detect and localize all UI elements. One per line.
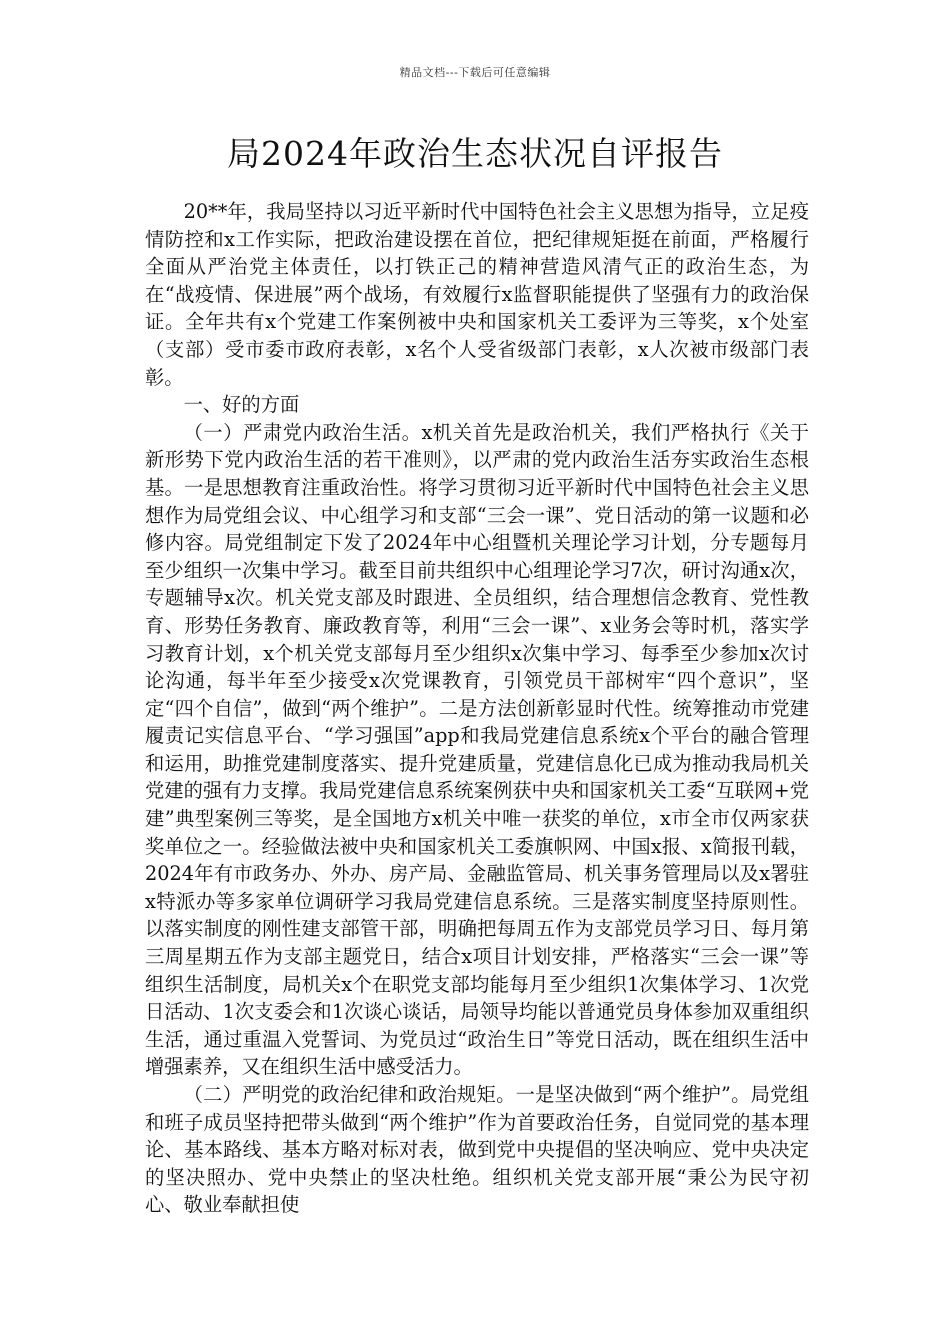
paragraph-intro: 20**年，我局坚持以习近平新时代中国特色社会主义思想为指导，立足疫情防控和x工作实际，把政治建设摆在首位，把纪律规矩挺在前面，严格履行全面从严治党主体责任，以打铁正己的精神营造风清气正的政治生态，为在“战疫情、保进展”两个战场，有效履行x监督职能提供了坚强有力的政治保证。全年共有x个党建工作案例被中央和国家机关工委评为三等奖，x个处室（支部）受市委市政府表彰，x名个人受省级部门表彰，x人次被市级部门表彰。 — [145, 200, 809, 389]
document-body — [145, 198, 809, 1219]
header-note: 精品文档---下载后可任意编辑 — [399, 66, 551, 79]
section-heading-good-aspects: 一、好的方面 — [183, 393, 300, 417]
page-title: 局2024年政治生态状况自评报告 — [227, 134, 723, 173]
paragraph-section-2: （二）严明党的政治纪律和政治规矩。一是坚决做到“两个维护”。局党组和班子成员坚持把带头做到“两个维护”作为首要政治任务，自觉同党的基本理论、基本路线、基本方略对标对表，做到党中央提倡的坚决响应、党中央决定的坚决照办、党中央禁止的坚决杜绝。组织机关党支部开展“秉公为民守初心、敬业奉献担使 — [145, 1083, 809, 1217]
paragraph-section-1: （一）严肃党内政治生活。x机关首先是政治机关，我们严格执行《关于新形势下党内政治生活的若干准则》，以严肃的党内政治生活夯实政治生态根基。一是思想教育注重政治性。将学习贯彻习近平新时代中国特色社会主义思想作为局党组会议、中心组学习和支部“三会一课”、党日活动的第一议题和必修内容。局党组制定下发了2024年中心组暨机关理论学习计划，分专题每月至少组织一次集中学习。截至目前共组织中心组理论学习7次，研讨沟通x次，专题辅导x次。机关党支部及时跟进、全员组织，结合理想信念教育、党性教育、形势任务教育、廉政教育等，利用“三会一课”、x业务会等时机，落实学习教育计划，x个机关党支部每月至少组织x次集中学习、每季至少参加x次讨论沟通，每半年至少接受x次党课教育，引领党员干部树牢“四个意识”，坚定“四个自信”，做到“两个维护”。二是方法创新彰显时代性。统筹推动市党建履责记实信息平台、“学习强国”app和我局党建信息系统x个平台的融合管理和运用，助推党建制度落实、提升党建质量，党建信息化已成为推动我局机关党建的强有力支撑。我局党建信息系统案例获中央和国家机关工委“互联网+党建”典型案例三等奖，是全国地方x机关中唯一获奖的单位，x市全市仅两家获奖单位之一。经验做法被中央和国家机关工委旗帜网、中国x报、x简报刊载，2024年有市政务办、外办、房产局、金融监管局、机关事务管理局以及x署驻x特派办等多家单位调研学习我局党建信息系统。三是落实制度坚持原则性。以落实制度的刚性建支部管干部，明确把每周五作为支部党员学习日、每月第三周星期五作为支部主题党日，结合x项目计划安排，严格落实“三会一课”等组织生活制度，局机关x个在职党支部均能每月至少组织1次集体学习、1次党日活动、1次支委会和1次谈心谈话，局领导均能以普通党员身体参加双重组织生活，通过重温入党誓词、为党员过“政治生日”等党日活动，既在组织生活中增强素养，又在组织生活中感受活力。 — [145, 420, 809, 1079]
